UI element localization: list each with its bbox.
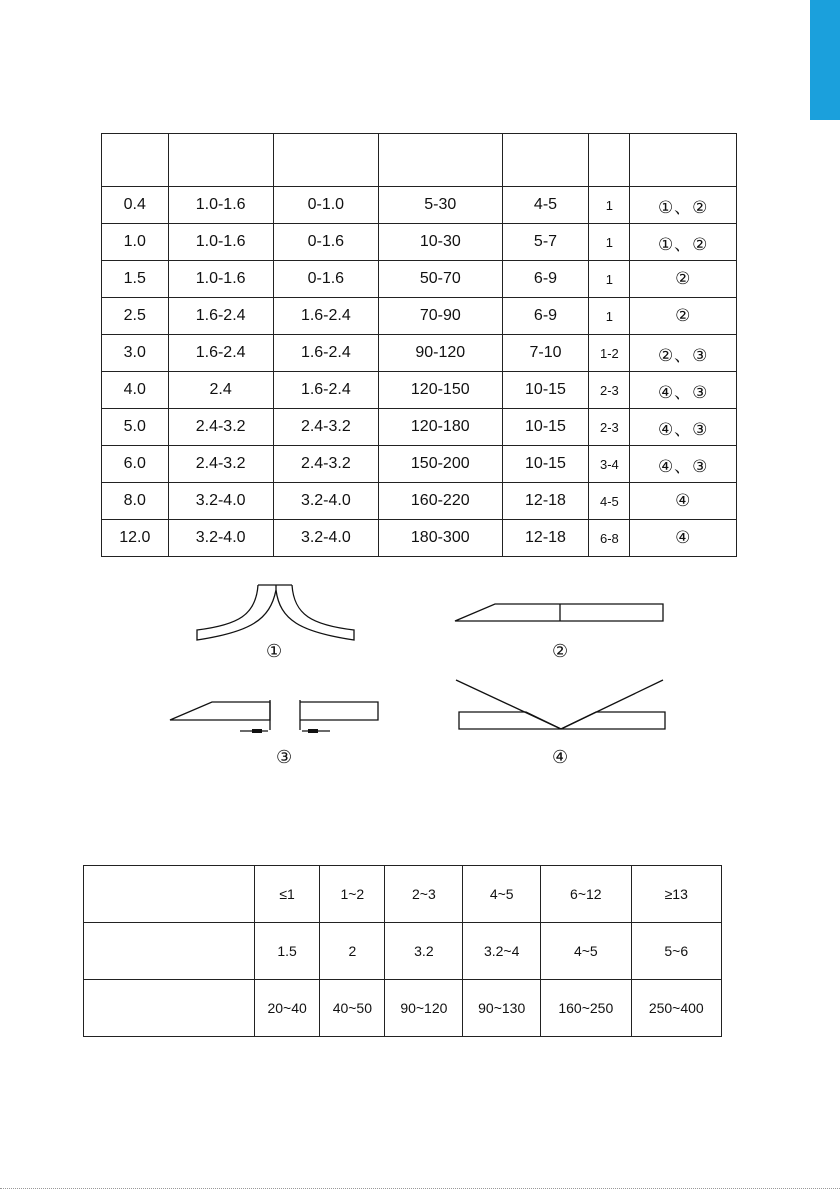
table-cell: 0-1.6 [273, 261, 378, 298]
table-cell: 1 [589, 261, 630, 298]
table-cell: 2 [320, 923, 385, 980]
figure-label-1: ① [266, 641, 283, 662]
page-bottom-edge [0, 1188, 840, 1189]
table-cell: ②、③ [630, 335, 737, 372]
table-cell: 1.6-2.4 [273, 298, 378, 335]
table-cell: 1.6-2.4 [168, 298, 273, 335]
table-cell: 1.0 [102, 224, 169, 261]
table-cell: 7-10 [502, 335, 589, 372]
table-cell: 5-30 [378, 187, 502, 224]
table-cell: 90~120 [385, 980, 463, 1037]
table-cell: ② [630, 261, 737, 298]
table-cell: 1.6-2.4 [273, 372, 378, 409]
table-cell: 2.4-3.2 [273, 409, 378, 446]
table-cell: 6-9 [502, 298, 589, 335]
row-header-cell [84, 866, 255, 923]
table-cell: 4-5 [502, 187, 589, 224]
table-cell: 3.2-4.0 [273, 520, 378, 557]
table-cell: 5-7 [502, 224, 589, 261]
figure-label-3: ③ [276, 747, 293, 768]
table-cell: 5~6 [631, 923, 721, 980]
table-cell: 4-5 [589, 483, 630, 520]
table-cell: 1.6-2.4 [273, 335, 378, 372]
flange-joint-diagram [197, 585, 354, 640]
table-row [84, 923, 722, 980]
table-cell: 250~400 [631, 980, 721, 1037]
table-cell: ≤1 [255, 866, 320, 923]
table-cell: 120-180 [378, 409, 502, 446]
table-cell: 180-300 [378, 520, 502, 557]
table-cell: 2.4-3.2 [168, 409, 273, 446]
table-cell: 50-70 [378, 261, 502, 298]
table-cell: ≥13 [631, 866, 721, 923]
table-cell: 2.5 [102, 298, 169, 335]
table-cell: 2.4 [168, 372, 273, 409]
table-cell: 12-18 [502, 483, 589, 520]
table-cell: 6-8 [589, 520, 630, 557]
row-header-cell [84, 980, 255, 1037]
table-cell: 2.4-3.2 [168, 446, 273, 483]
table-cell: 6~12 [541, 866, 631, 923]
table-cell: 160~250 [541, 980, 631, 1037]
table-cell: 0.4 [102, 187, 169, 224]
table-cell: 3.2-4.0 [273, 483, 378, 520]
table-cell: 0-1.0 [273, 187, 378, 224]
table-cell: 1.5 [102, 261, 169, 298]
table-cell: 1.0-1.6 [168, 224, 273, 261]
table-cell: 2~3 [385, 866, 463, 923]
table-cell: 12-18 [502, 520, 589, 557]
table-cell: 1.6-2.4 [168, 335, 273, 372]
table-cell: 2-3 [589, 409, 630, 446]
table-cell: ①、② [630, 224, 737, 261]
table-cell: 3.2~4 [463, 923, 541, 980]
table-cell: 2.4-3.2 [273, 446, 378, 483]
table-cell: 40~50 [320, 980, 385, 1037]
figure-label-4: ④ [552, 747, 569, 768]
table-cell: 1-2 [589, 335, 630, 372]
table-cell: 1.0-1.6 [168, 261, 273, 298]
table-cell: 10-30 [378, 224, 502, 261]
table-cell: 4.0 [102, 372, 169, 409]
table-cell: 12.0 [102, 520, 169, 557]
table-cell: 2-3 [589, 372, 630, 409]
table-cell: ② [630, 298, 737, 335]
table-cell: 3-4 [589, 446, 630, 483]
table-cell: ④ [630, 520, 737, 557]
table-cell: ④、③ [630, 409, 737, 446]
table-cell: 0-1.6 [273, 224, 378, 261]
table-cell: ④ [630, 483, 737, 520]
table-cell: 1 [589, 187, 630, 224]
table-cell: 1~2 [320, 866, 385, 923]
table-cell: 3.2-4.0 [168, 520, 273, 557]
table-cell: 1 [589, 298, 630, 335]
table-cell: 10-15 [502, 446, 589, 483]
table-cell: ④、③ [630, 446, 737, 483]
v-groove-diagram [456, 680, 665, 729]
table-cell: 1.5 [255, 923, 320, 980]
table-cell: 3.2-4.0 [168, 483, 273, 520]
table-cell: 20~40 [255, 980, 320, 1037]
table-cell: 3.0 [102, 335, 169, 372]
table-cell: 120-150 [378, 372, 502, 409]
table-cell: 150-200 [378, 446, 502, 483]
square-butt-gap-diagram [170, 700, 378, 733]
figure-label-2: ② [552, 641, 569, 662]
table-cell: 90-120 [378, 335, 502, 372]
table-cell: 3.2 [385, 923, 463, 980]
table-cell: 160-220 [378, 483, 502, 520]
table-cell: 5.0 [102, 409, 169, 446]
table-cell: 4~5 [463, 866, 541, 923]
table-cell: 10-15 [502, 409, 589, 446]
table-cell: 4~5 [541, 923, 631, 980]
row-header-cell [84, 923, 255, 980]
table-cell: 6.0 [102, 446, 169, 483]
table-cell: 70-90 [378, 298, 502, 335]
table-cell: 1.0-1.6 [168, 187, 273, 224]
table-row [84, 866, 722, 923]
table-cell: 1 [589, 224, 630, 261]
single-bevel-diagram [455, 604, 663, 621]
table-cell: 8.0 [102, 483, 169, 520]
table-cell: ④、③ [630, 372, 737, 409]
table-cell: 90~130 [463, 980, 541, 1037]
table-cell: 10-15 [502, 372, 589, 409]
table-cell: ①、② [630, 187, 737, 224]
table-row [84, 980, 722, 1037]
table-cell: 6-9 [502, 261, 589, 298]
thickness-parameters-table [83, 865, 722, 1037]
